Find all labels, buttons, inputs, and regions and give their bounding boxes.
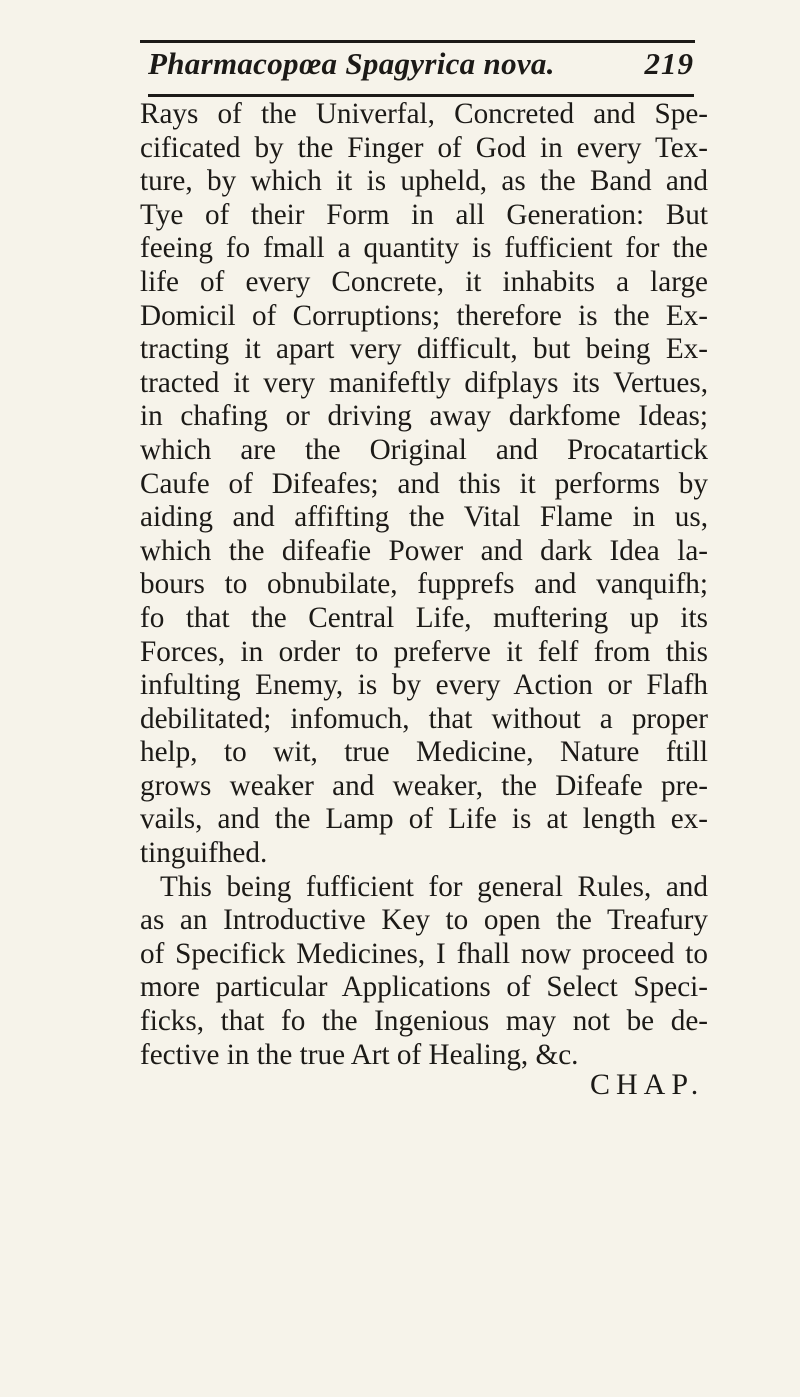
header-rule [148, 94, 694, 97]
text-line: Tye of their Form in all Generation: But [140, 198, 708, 231]
page-number: 219 [644, 46, 694, 81]
text-line: fo that the Central Life, muftering up its [140, 601, 708, 634]
text-line: tracted it very manifeftly difplays its Vertues, [140, 366, 708, 399]
catchword: CHAP. [590, 1068, 705, 1101]
text-line: Rays of the Univerfal, Concreted and Spe- [140, 98, 708, 130]
text-line: cificated by the Finger of God in every Tex- [140, 131, 708, 164]
text-line: ficks, that fo the Ingenious may not be de- [140, 1005, 708, 1038]
text-line: Domicil of Corruptions; therefore is the Ex- [140, 299, 708, 332]
text-line: Forces, in order to preferve it felf from this [140, 635, 708, 668]
text-line: tracting it apart very difficult, but being Ex- [140, 333, 708, 366]
body-text [140, 98, 708, 1072]
text-line: infulting Enemy, is by every Action or Flafh [140, 669, 708, 702]
text-line: in chafing or driving away darkfome Ideas; [140, 400, 708, 433]
page-header [148, 46, 694, 90]
text-line: fective in the true Art of Healing, &c. [140, 1038, 579, 1071]
text-line: Caufe of Difeafes; and this it performs by [140, 467, 708, 500]
top-rule [140, 40, 695, 43]
text-line: ture, by which it is upheld, as the Band and [140, 165, 708, 198]
text-line: debilitated; infomuch, that without a proper [140, 702, 708, 735]
text-line: bours to obnubilate, fupprefs and vanquifh; [140, 568, 708, 601]
running-title: Pharmacopœa Spagyrica nova. [148, 46, 555, 81]
text-line: which the difeafie Power and dark Idea la- [140, 534, 708, 567]
text-line: vails, and the Lamp of Life is at length ex- [140, 803, 708, 836]
text-line: help, to wit, true Medicine, Nature ftill [140, 736, 708, 769]
text-line: This being fufficient for general Rules, and [160, 870, 708, 903]
text-line: more particular Applications of Select Speci- [140, 971, 708, 1004]
text-line: life of every Concrete, it inhabits a large [140, 265, 708, 298]
text-line: grows weaker and weaker, the Difeafe pre- [140, 769, 708, 802]
text-line: aiding and affifting the Vital Flame in us, [140, 501, 708, 534]
text-line: of Specifick Medicines, I fhall now proceed to [140, 937, 708, 970]
text-line: feeing fo fmall a quantity is fufficient for the [140, 232, 708, 265]
text-line: which are the Original and Procatartick [140, 433, 708, 466]
text-line: tinguifhed. [140, 837, 268, 870]
text-line: as an Introductive Key to open the Treafury [140, 904, 708, 937]
